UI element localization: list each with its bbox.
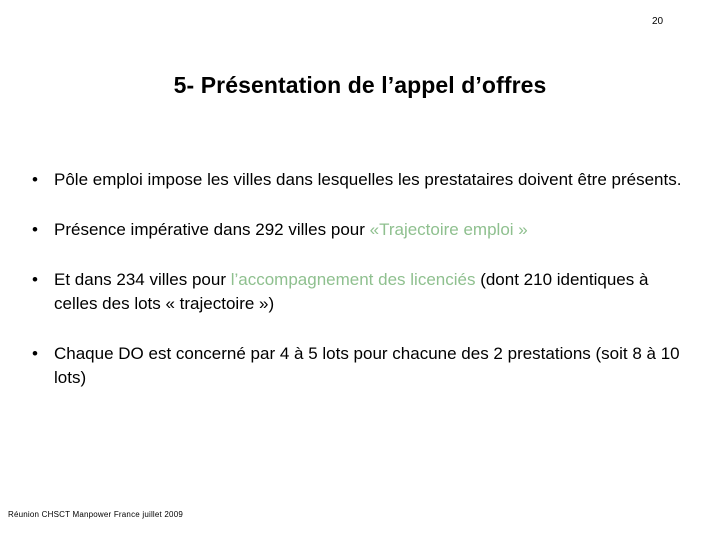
text-run: (dont 210 identiques à celles des lots « trajectoire ») [54, 270, 649, 313]
text-run-highlight: l’accompagnement des licenciés [230, 270, 476, 289]
text-run: Et dans 234 villes pour [54, 270, 231, 289]
list-item-text [54, 268, 692, 316]
list-item [28, 342, 692, 390]
bullet-marker-icon: • [32, 344, 38, 363]
list-item [28, 168, 692, 192]
text-run-highlight: «Trajectoire emploi » [369, 220, 528, 239]
list-item [28, 218, 692, 242]
page-title: 5- Présentation de l’appel d’offres [173, 72, 547, 98]
page-number: 20 [652, 16, 664, 27]
text-run: Pôle emploi impose les villes dans lesquelles les prestataires doivent être présents. [54, 170, 682, 189]
text-run: Présence impérative dans 292 villes pour [54, 220, 370, 239]
list-item-text [54, 218, 692, 242]
text-run: Chaque DO est concerné par 4 à 5 lots pour chacune des 2 prestations (soit 8 à 10 lots) [54, 344, 680, 387]
list-item [28, 268, 692, 316]
list-item-text [54, 168, 692, 192]
bullet-list [28, 168, 692, 390]
bullet-marker-icon: • [32, 220, 38, 239]
slide-footer: Réunion CHSCT Manpower France juillet 2009 [8, 510, 184, 519]
bullet-marker-icon: • [32, 170, 38, 189]
list-item-text [54, 342, 692, 390]
bullet-marker-icon: • [32, 270, 38, 289]
